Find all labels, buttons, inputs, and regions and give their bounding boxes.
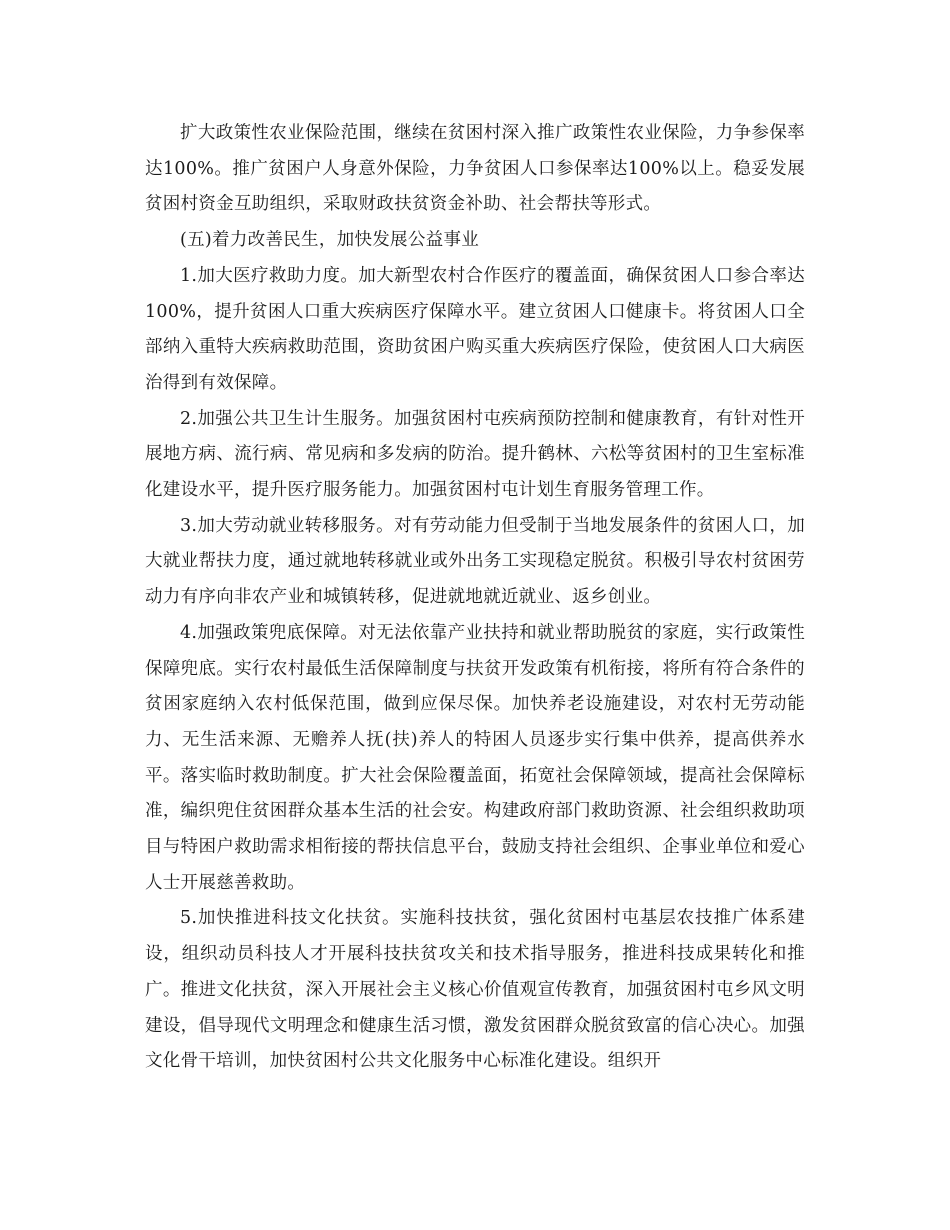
paragraph-public-health: 2.加强公共卫生计生服务。加强贫困村屯疾病预防控制和健康教育，有针对性开展地方病、流行病、常见病和多发病的防治。提升鹤林、六松等贫困村的卫生室标准化建设水平，提升医疗服务能力。加强贫困村屯计划生育服务管理工作。 (145, 408, 805, 501)
paragraph-insurance: 扩大政策性农业保险范围，继续在贫困村深入推广政策性农业保险，力争参保率达100%。推广贫困户人身意外保险，力争贫困人口参保率达100%以上。稳妥发展贫困村资金互助组织，采取财政扶贫资金补助、社会帮扶等形式。 (145, 123, 805, 215)
paragraph-tech-culture: 5.加快推进科技文化扶贫。实施科技扶贫，强化贫困村屯基层农技推广体系建设，组织动员科技人才开展科技扶贫攻关和技术指导服务，推进科技成果转化和推广。推进文化扶贫，深入开展社会主义核心价值观宣传教育，加强贫困村屯乡风文明建设，倡导现代文明理念和健康生活习惯，激发贫困群众脱贫致富的信心决心。加强文化骨干培训，加快贫困村公共文化服务中心标准化建设。组织开 (145, 908, 805, 1072)
document-body (145, 116, 805, 1080)
paragraph-medical-aid: 1.加大医疗救助力度。加大新型农村合作医疗的覆盖面，确保贫困人口参合率达100%，提升贫困人口重大疾病医疗保障水平。建立贫困人口健康卡。将贫困人口全部纳入重特大疾病救助范围，资助贫困户购买重大疾病医疗保险，使贫困人口大病医治得到有效保障。 (145, 265, 805, 393)
paragraph-employment: 3.加大劳动就业转移服务。对有劳动能力但受制于当地发展条件的贫困人口，加大就业帮扶力度，通过就地转移就业或外出务工实现稳定脱贫。积极引导农村贫困劳动力有序向非农产业和城镇转移，促进就地就近就业、返乡创业。 (145, 515, 805, 608)
paragraph-policy-guarantee: 4.加强政策兜底保障。对无法依靠产业扶持和就业帮助脱贫的家庭，实行政策性保障兜底。实行农村最低生活保障制度与扶贫开发政策有机衔接，将所有符合条件的贫困家庭纳入农村低保范围，做到应保尽保。加快养老设施建设，对农村无劳动能力、无生活来源、无赡养人抚(扶)养人的特困人员逐步实行集中供养，提高供养水平。落实临时救助制度。扩大社会保险覆盖面，拓宽社会保障领域，提高社会保障标准，编织兜住贫困群众基本生活的社会安。构建政府部门救助资源、社会组织救助项目与特困户救助需求相衔接的帮扶信息平台，鼓励支持社会组织、企事业单位和爱心人士开展慈善救助。 (145, 622, 805, 893)
section-heading-livelihood: (五)着力改善民生，加快发展公益事业 (180, 230, 480, 251)
